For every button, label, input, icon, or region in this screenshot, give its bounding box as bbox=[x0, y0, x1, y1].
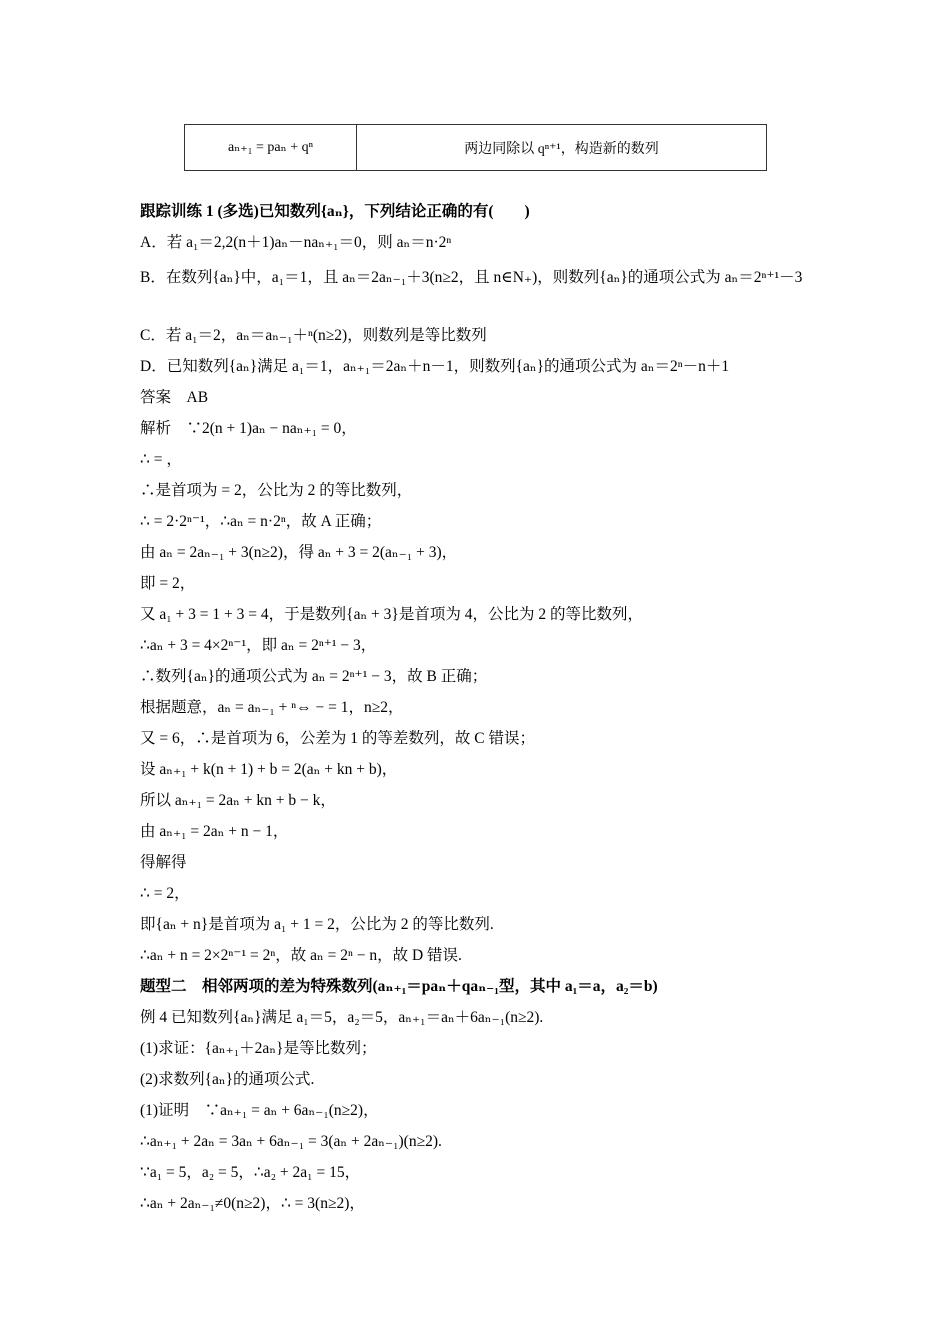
text-line: 得解得 bbox=[140, 854, 187, 871]
table-formula-cell: aₙ₊₁ = paₙ + qⁿ bbox=[185, 125, 357, 171]
text-line: ∴aₙ₊₁ + 2aₙ = 3aₙ + 6aₙ₋₁ = 3(aₙ + 2aₙ₋₁)(n≥2). bbox=[140, 1133, 442, 1150]
text-line: 即 = 2， bbox=[140, 575, 196, 592]
option-a: A．若 a₁＝2,2(n＋1)aₙ－naₙ₊₁＝0，则 aₙ＝n·2ⁿ bbox=[140, 234, 452, 251]
text-line: 根据题意，aₙ = aₙ₋₁ + ⁿ⇔ − = 1，n≥2， bbox=[140, 699, 404, 716]
text-line: 所以 aₙ₊₁ = 2aₙ + kn + b − k， bbox=[140, 792, 336, 809]
text-line: (2)求数列{aₙ}的通项公式. bbox=[140, 1071, 315, 1088]
section-heading: 题型二 相邻两项的差为特殊数列(aₙ₊₁＝paₙ＋qaₙ₋₁型，其中 a₁＝a，a₂＝b) bbox=[140, 978, 658, 995]
text-line: 即{aₙ + n}是首项为 a₁ + 1 = 2，公比为 2 的等比数列. bbox=[140, 916, 494, 933]
option-c: C．若 a₁＝2，aₙ＝aₙ₋₁＋ⁿ(n≥2)，则数列是等比数列 bbox=[140, 327, 487, 344]
text-line: ∴aₙ + n = 2×2ⁿ⁻¹ = 2ⁿ，故 aₙ = 2ⁿ − n，故 D 错误. bbox=[140, 947, 462, 964]
option-b: B．在数列{aₙ}中，a₁＝1，且 aₙ＝2aₙ₋₁＋3(n≥2，且 n∈N₊)，则数列{aₙ}的通项公式为 aₙ＝2ⁿ⁺¹－3 bbox=[140, 269, 803, 286]
text-line: ∴是首项为 = 2，公比为 2 的等比数列， bbox=[140, 482, 413, 499]
text-line: 又 = 6，∴是首项为 6，公差为 1 的等差数列，故 C 错误； bbox=[140, 730, 535, 747]
text-line: 又 a₁ + 3 = 1 + 3 = 4，于是数列{aₙ + 3}是首项为 4，公比为 2 的等比数列， bbox=[140, 606, 643, 623]
table-method-cell: 两边同除以 qⁿ⁺¹，构造新的数列 bbox=[357, 125, 767, 171]
practice-heading: 跟踪训练 1 (多选)已知数列{aₙ}，下列结论正确的有( ) bbox=[140, 203, 530, 220]
text-line: 由 aₙ = 2aₙ₋₁ + 3(n≥2)，得 aₙ + 3 = 2(aₙ₋₁ + 3)， bbox=[140, 544, 458, 561]
text-line: ∴ = ， bbox=[140, 451, 182, 468]
text-line: ∴数列{aₙ}的通项公式为 aₙ = 2ⁿ⁺¹ − 3，故 B 正确； bbox=[140, 668, 488, 685]
example-line: 例 4 已知数列{aₙ}满足 a₁＝5，a₂＝5，aₙ₊₁＝aₙ＋6aₙ₋₁(n≥2). bbox=[140, 1009, 544, 1026]
proof-line: (1)证明 ∵aₙ₊₁ = aₙ + 6aₙ₋₁(n≥2)， bbox=[140, 1102, 379, 1119]
analysis-line: 解析 ∵2(n + 1)aₙ − naₙ₊₁ = 0， bbox=[140, 420, 357, 437]
method-table bbox=[184, 124, 767, 171]
text-line: ∴ = 2·2ⁿ⁻¹，∴aₙ = n·2ⁿ，故 A 正确； bbox=[140, 513, 382, 530]
option-d: D．已知数列{aₙ}满足 a₁＝1，aₙ₊₁＝2aₙ＋n－1，则数列{aₙ}的通项公式为 aₙ＝2ⁿ－n＋1 bbox=[140, 358, 730, 375]
text-line: ∴aₙ + 2aₙ₋₁≠0(n≥2)，∴ = 3(n≥2)， bbox=[140, 1195, 365, 1212]
text-line: 由 aₙ₊₁ = 2aₙ + n − 1， bbox=[140, 823, 289, 840]
text-line: 设 aₙ₊₁ + k(n + 1) + b = 2(aₙ + kn + b)， bbox=[140, 761, 398, 778]
text-line: (1)求证：{aₙ₊₁＋2aₙ}是等比数列； bbox=[140, 1040, 377, 1057]
body-text bbox=[140, 200, 820, 1223]
text-line: ∴aₙ + 3 = 4×2ⁿ⁻¹，即 aₙ = 2ⁿ⁺¹ − 3， bbox=[140, 637, 377, 654]
answer-line: 答案 AB bbox=[140, 389, 209, 406]
text-line: ∴ = 2， bbox=[140, 885, 190, 902]
text-line: ∵a₁ = 5，a₂ = 5，∴a₂ + 2a₁ = 15， bbox=[140, 1164, 361, 1181]
